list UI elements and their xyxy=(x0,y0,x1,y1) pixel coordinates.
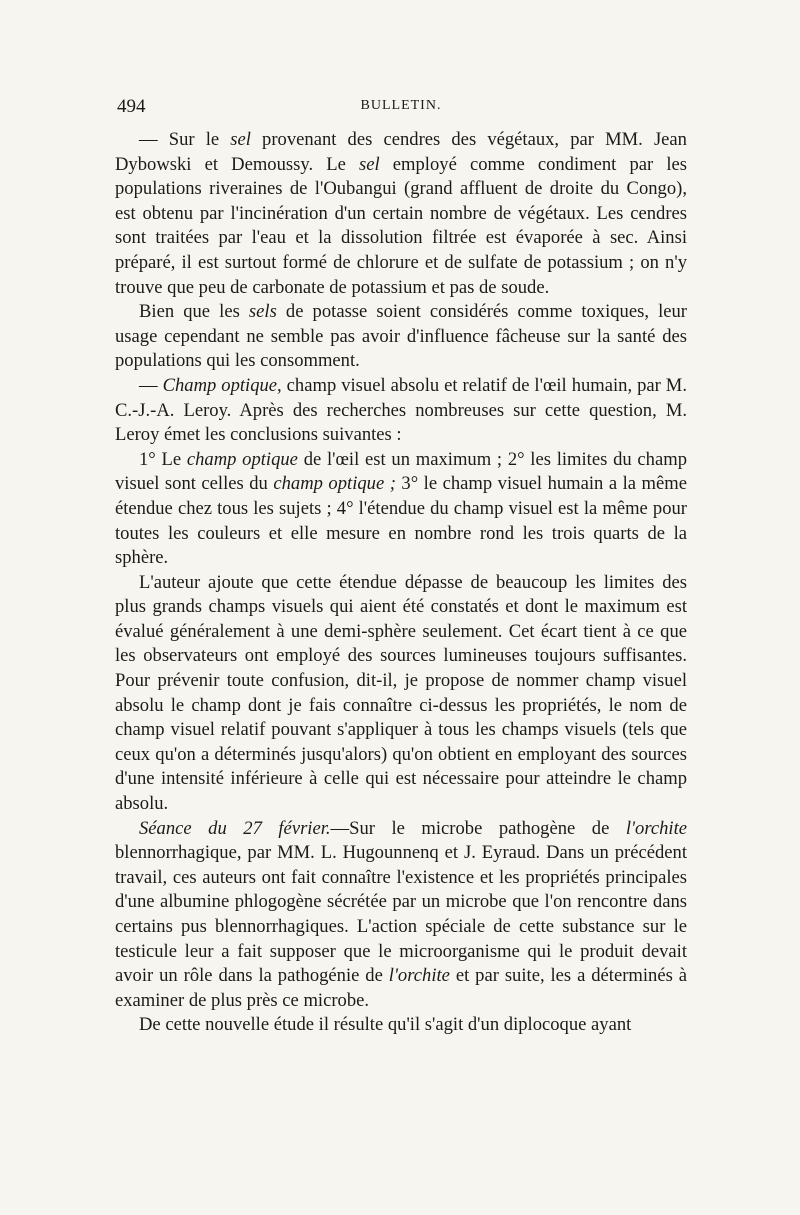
paragraph xyxy=(115,128,687,300)
paragraph xyxy=(115,300,687,374)
italic-run: sel xyxy=(230,129,251,150)
running-head: BULLETIN. xyxy=(360,98,442,113)
paragraph xyxy=(115,374,687,448)
text-run: provenant des cendres des végétaux, par MM. Jean Dybowski et Demoussy. Le xyxy=(115,129,687,175)
italic-run: champ optique ; xyxy=(273,473,396,495)
italic-run: Séance du 27 février. xyxy=(139,817,331,839)
text-run: et par suite, les a déterminés à examiner de plus près ce microbe. xyxy=(115,965,688,1011)
italic-run: Champ optique, xyxy=(162,374,282,396)
text-run: employé comme condiment par les populations riveraines de l'Oubangui (grand affluent de droite du Congo), est obtenu par l'incinération d'un certain nombre de végétaux. Les cendres sont traitées par l'eau et la dissolution filtrée est évaporée à sec. Ainsi préparé, il est surtout formé de chlorure et de sulfate de potassium ; on n'y trouve que peu de carbonate de potassium et pas de soude. xyxy=(115,153,688,298)
italic-run: sel xyxy=(359,153,380,175)
italic-run: l'orchite xyxy=(388,965,450,987)
text-run: de potasse soient considérés comme toxiques, leur usage cependant ne semble pas avoir d'influence fâcheuse sur la santé des populations qui les consomment. xyxy=(115,301,687,372)
text-run: — xyxy=(139,374,163,396)
paragraph xyxy=(115,448,687,571)
paragraph xyxy=(115,1013,687,1038)
italic-run: champ optique xyxy=(186,448,298,470)
text-run: De cette nouvelle étude il résulte qu'il s'agit d'un diplocoque ayant xyxy=(139,1014,632,1036)
text-run: 3° le champ visuel humain a la même étendue chez tous les sujets ; 4° l'étendue du champ visuel est la même pour toutes les couleurs et elle mesure en nombre rond les trois quarts de la sphère. xyxy=(115,473,687,569)
page-header xyxy=(117,96,685,120)
text-run: champ visuel absolu et relatif de l'œil humain, par M. C.-J.-A. Leroy. Après des recherches nombreuses sur cette question, M. Leroy émet les conclusions suivantes : xyxy=(115,374,687,446)
body-text xyxy=(115,128,687,1038)
italic-run: l'orchite xyxy=(625,817,687,839)
text-run: blennorrhagique, par MM. L. Hugounnenq et J. Eyraud. Dans un précédent travail, ces auteurs ont fait connaître l'existence et les propriétés principales d'une albumine phlogogène sécrétée par un microbe que l'on rencontre dans certains pus blennorrhagiques. L'action spéciale de cette substance sur le testicule leur a fait supposer que le microorganisme qui le produit devait avoir un rôle dans la pathogénie de xyxy=(115,842,687,987)
paragraph xyxy=(115,817,687,1014)
text-run: — Sur le xyxy=(139,129,231,150)
text-run: de l'œil est un maximum ; 2° les limites du champ visuel sont celles du xyxy=(115,448,687,495)
paragraph xyxy=(115,571,687,817)
text-run: —Sur le microbe pathogène de xyxy=(330,817,626,839)
text-run: Bien que les xyxy=(139,301,249,323)
italic-run: sels xyxy=(248,301,277,323)
text-run: 1° Le xyxy=(139,448,187,470)
page-number: 494 xyxy=(117,96,146,117)
text-run: L'auteur ajoute que cette étendue dépasse de beaucoup les limites des plus grands champs visuels qui aient été constatés et dont le maximum est évalué généralement à une demi-sphère seulement. Cet écart tient à ce que les observateurs ont employé des sources lumineuses toujours suffisantes. Pour prévenir toute confusion, dit-il, je propose de nommer champ visuel absolu le champ dont je fais connaître ci-dessus les propriétés, le nom de champ visuel relatif pouvant s'appliquer à tous les champs visuels (tels que ceux qu'on a déterminés jusqu'alors) qu'on obtient en employant des sources d'une intensité inférieure à celle qui est nécessaire pour atteindre le champ absolu. xyxy=(115,571,687,815)
